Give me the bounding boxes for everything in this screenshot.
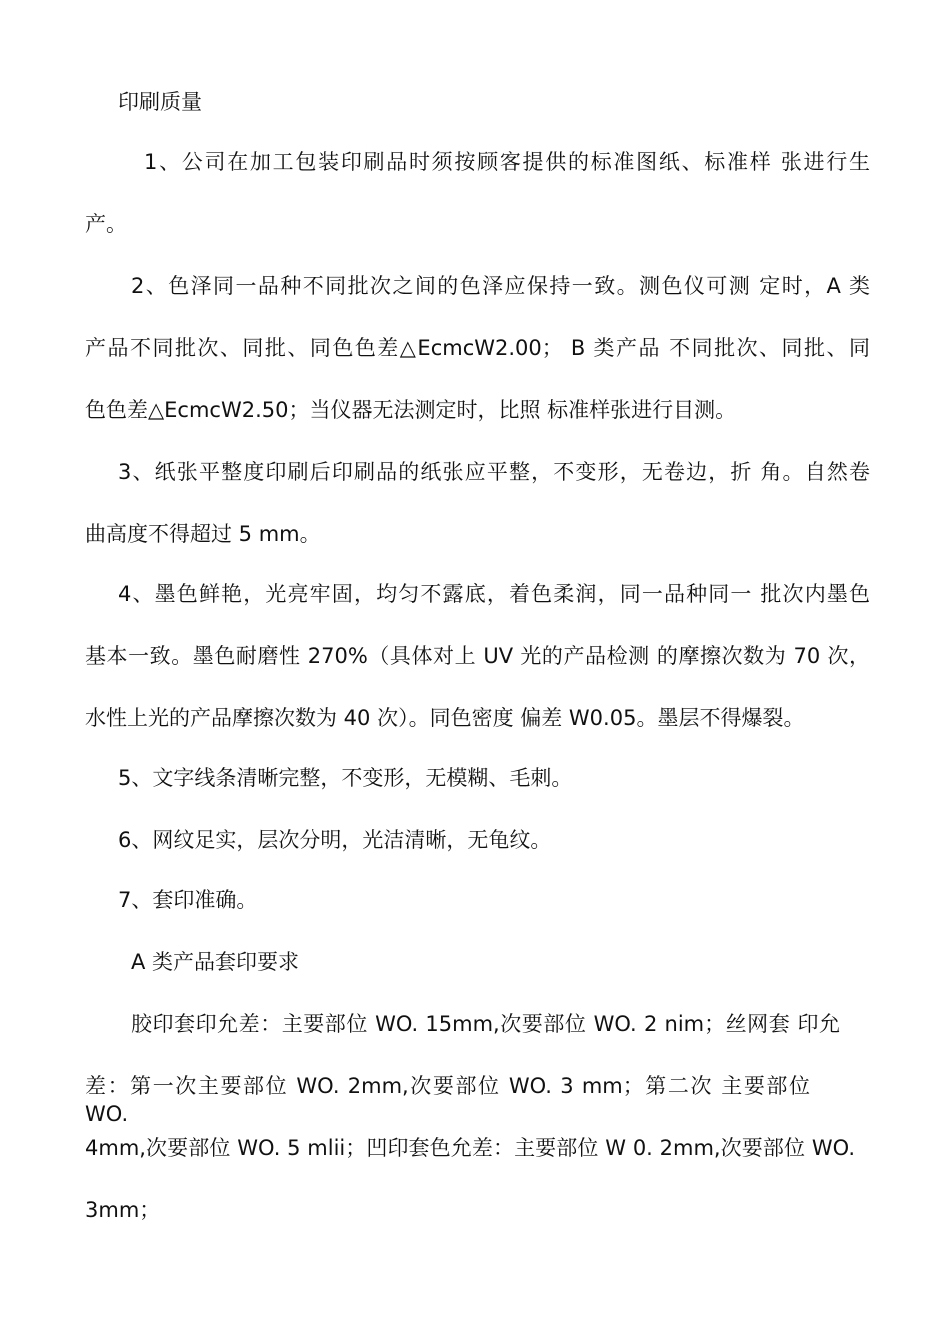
paragraph-line-11: 5、文字线条清晰完整，不变形，无模糊、毛刺。 xyxy=(118,766,573,790)
paragraph-line-7: 曲高度不得超过 5 mm。 xyxy=(85,522,321,546)
subheading: A 类产品套印要求 xyxy=(131,950,300,974)
paragraph-line-12: 6、网纹足实，层次分明，光洁清晰，无龟纹。 xyxy=(118,828,552,852)
paragraph-line-3: 2、色泽同一品种不同批次之间的色泽应保持一致。测色仪可测 定时，A 类 xyxy=(131,274,870,298)
paragraph-line-15: 胶印套印允差：主要部位 WO. 15mm,次要部位 WO. 2 nim；丝网套 印允 xyxy=(131,1012,840,1036)
paragraph-line-13: 7、套印准确。 xyxy=(118,888,258,912)
paragraph-line-2: 产。 xyxy=(85,212,127,236)
paragraph-line-16: 差：第一次主要部位 WO. 2mm,次要部位 WO. 3 mm；第二次 主要部位 WO. xyxy=(85,1074,810,1126)
paragraph-line-8: 4、墨色鲜艳，光亮牢固，均匀不露底，着色柔润，同一品种同一 批次内墨色 xyxy=(118,582,870,606)
paragraph-line-10: 水性上光的产品摩擦次数为 40 次）。同色密度 偏差 W0.05。墨层不得爆裂。 xyxy=(85,706,805,730)
paragraph-line-18: 3mm； xyxy=(85,1198,161,1222)
paragraph-line-1: 1、公司在加工包装印刷品时须按顾客提供的标准图纸、标准样 张进行生 xyxy=(144,150,870,174)
paragraph-line-5: 色色差△EcmcW2.50；当仪器无法测定时，比照 标准样张进行目测。 xyxy=(85,398,737,422)
document-title: 印刷质量 xyxy=(118,90,202,114)
paragraph-line-9: 基本一致。墨色耐磨性 270%（具体对上 UV 光的产品检测 的摩擦次数为 70 次， xyxy=(85,644,870,668)
paragraph-line-6: 3、纸张平整度印刷后印刷品的纸张应平整，不变形，无卷边，折 角。自然卷 xyxy=(118,460,870,484)
paragraph-line-4: 产品不同批次、同批、同色色差△EcmcW2.00； B 类产品 不同批次、同批、同 xyxy=(85,336,870,360)
paragraph-line-17: 4mm,次要部位 WO. 5 mlii；凹印套色允差：主要部位 W 0. 2mm,次要部位 WO. xyxy=(85,1136,855,1160)
